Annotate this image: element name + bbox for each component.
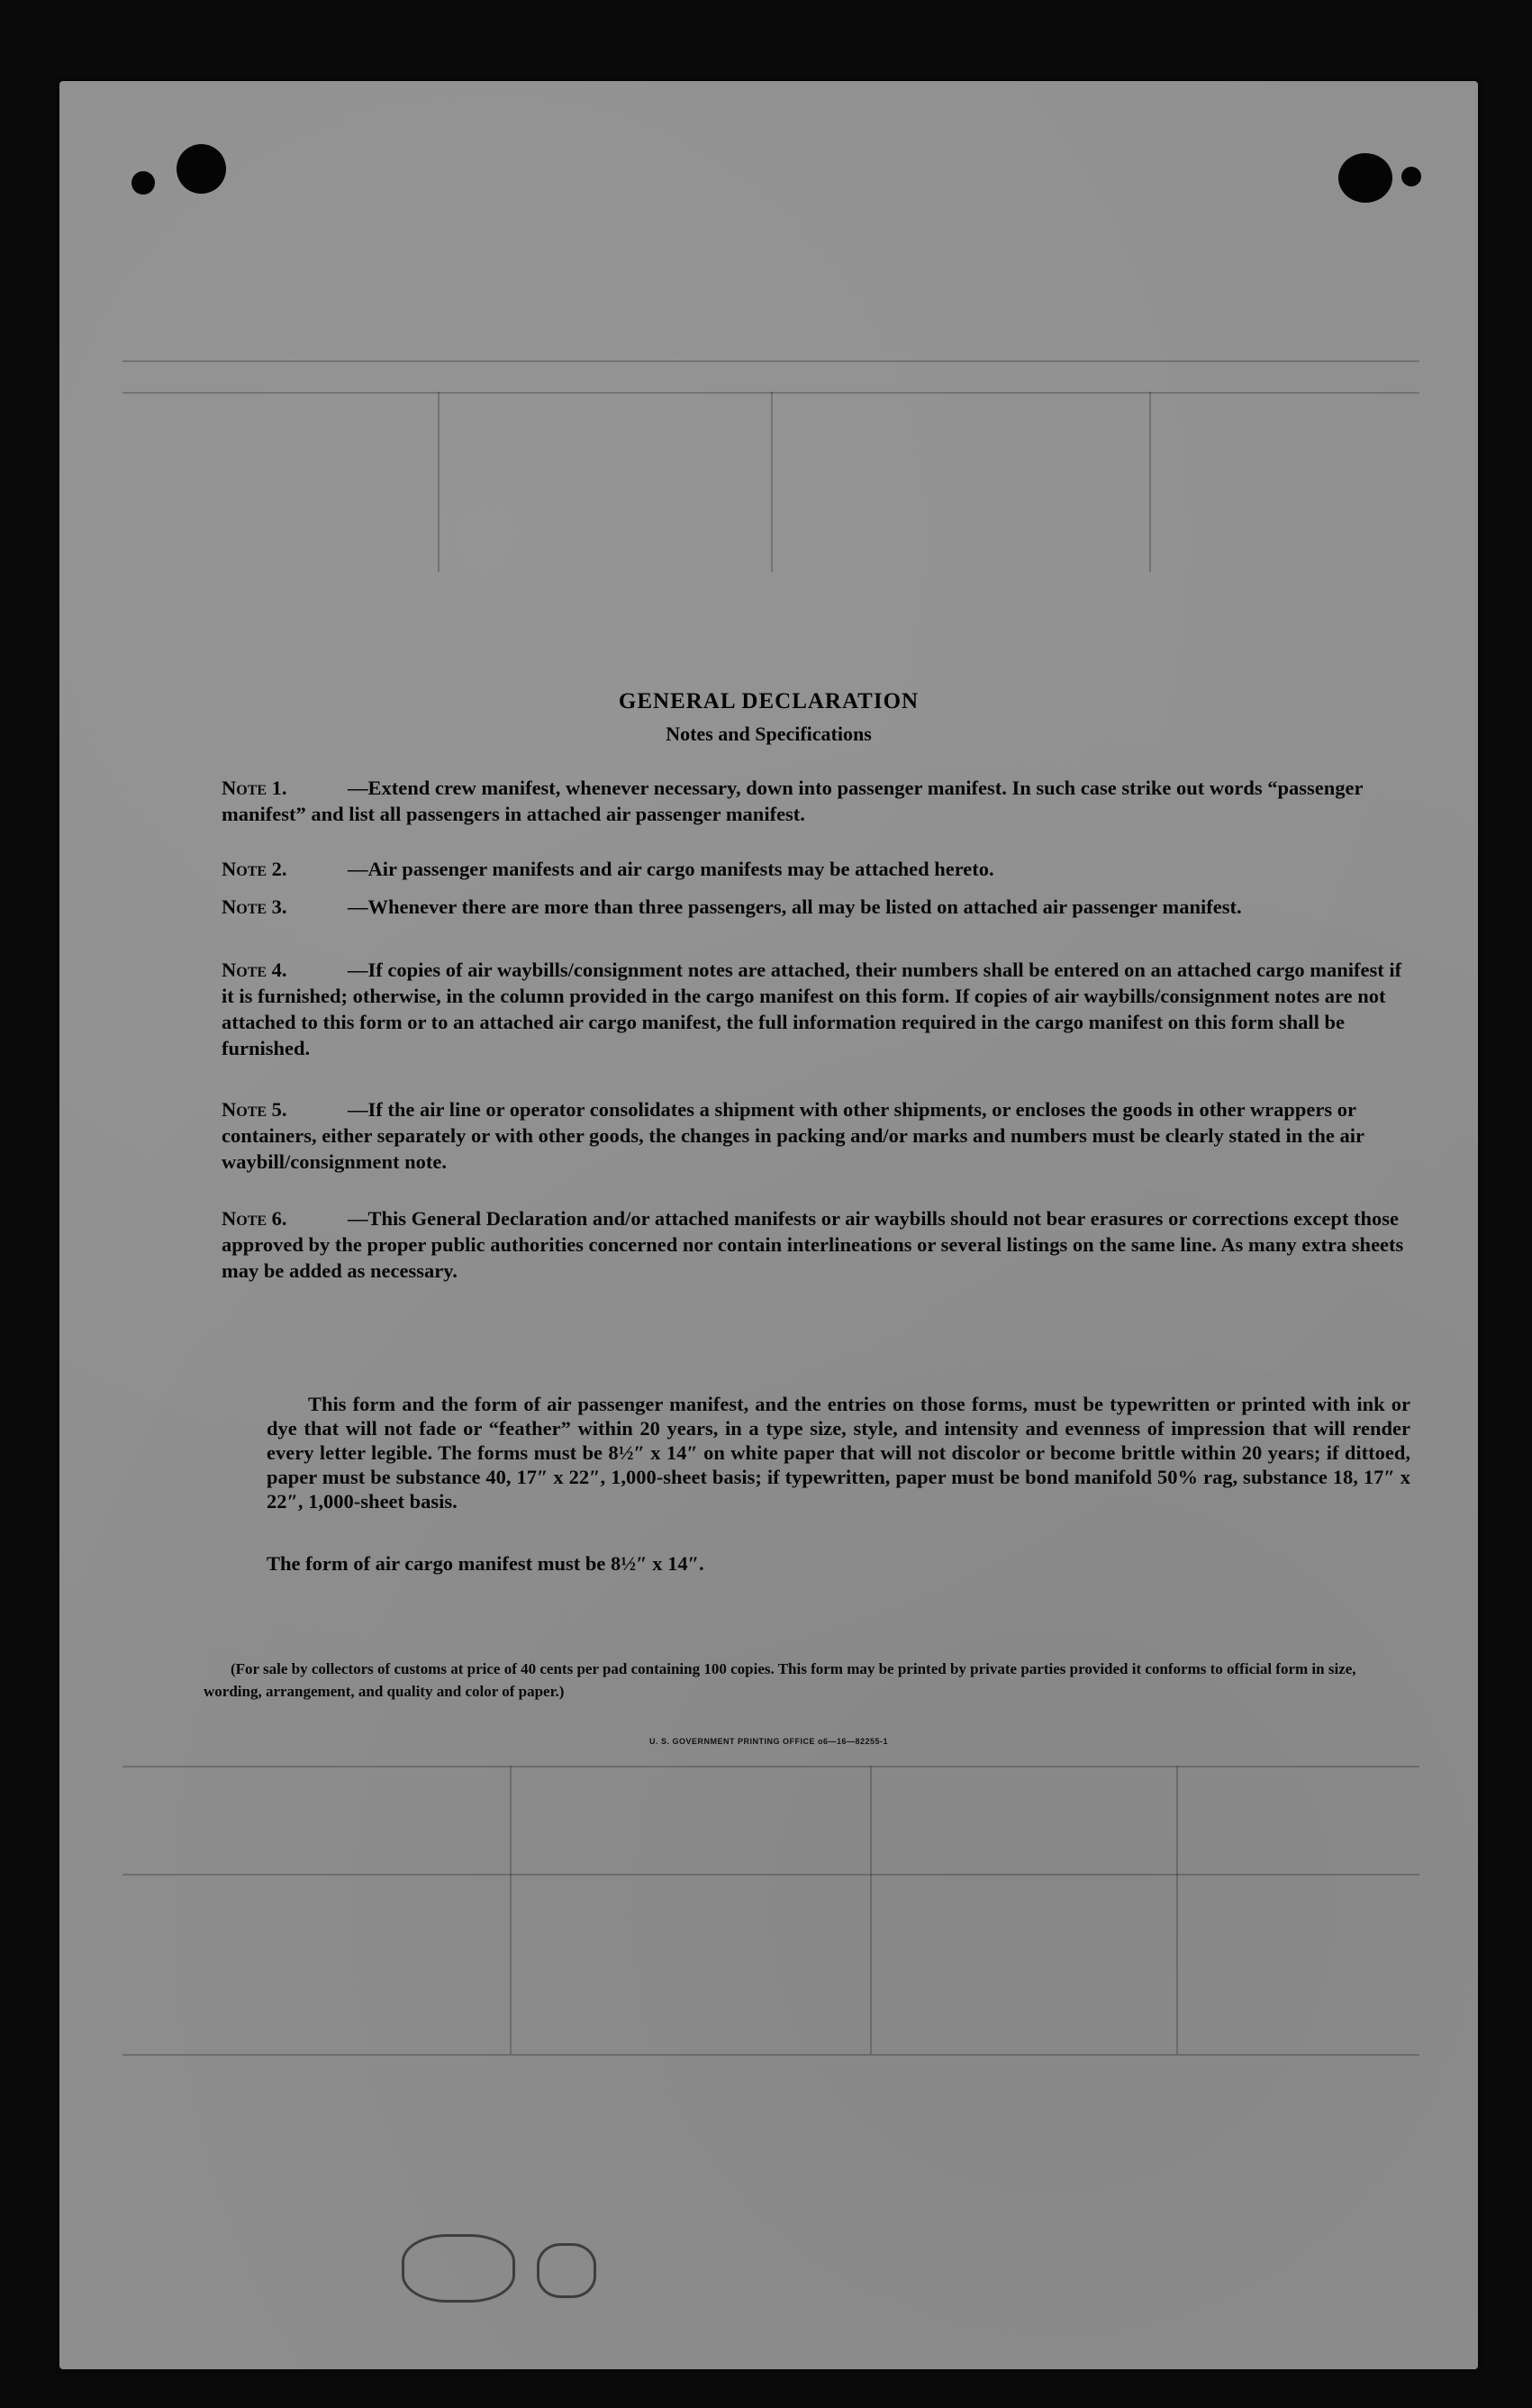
note-text: —Air passenger manifests and air cargo manifests may be attached hereto. xyxy=(348,858,994,880)
note-text: —If copies of air waybills/consignment notes are attached, their numbers shall be entered on an attached cargo manifest if it is furnished; otherwise, in the column provided in the cargo manifest on this form. If copies of air waybills/consignment notes are not attached to this form or to an attached air cargo manifest, the full information required in the cargo manifest on this form shall be furnished. xyxy=(222,959,1402,1059)
note-4 xyxy=(222,957,1410,1061)
note-text: —Whenever there are more than three passengers, all may be listed on attached air passenger manifest. xyxy=(348,895,1242,918)
note-1 xyxy=(222,775,1410,827)
note-label: Note 2. xyxy=(222,858,287,880)
punch-hole-right-small xyxy=(1401,167,1421,186)
handwritten-mark xyxy=(402,2234,515,2303)
declaration-subtitle: Notes and Specifications xyxy=(666,722,872,745)
note-2 xyxy=(222,856,1410,882)
note-text: —This General Declaration and/or attached manifests or air waybills should not bear erasures or corrections except those approved by the proper public authorities concerned nor contain interlineations or several listings on the same line. As many extra sheets may be added as necessary. xyxy=(222,1207,1404,1282)
form-specification-paragraph: This form and the form of air passenger manifest, and the entries on those forms, must be typewritten or printed with ink or dye that will not fade or “feather” within 20 years, in a type size, style, and intensity and evenness of impression that will render every letter legible. The forms must be 8½″ x 14″ on white paper that will not discolor or become brittle within 20 years; if dittoed, paper must be substance 40, 17″ x 22″, 1,000-sheet basis; if typewritten, paper must be bond manifold 50% rag, substance 18, 17″ x 22″, 1,000-sheet basis. xyxy=(267,1393,1410,1513)
bleed-through-rule xyxy=(122,1874,1419,1876)
note-5 xyxy=(222,1096,1410,1175)
note-label: Note 6. xyxy=(222,1207,287,1230)
document-page xyxy=(59,81,1478,2369)
bleed-through-rule xyxy=(122,360,1419,362)
note-text: —Extend crew manifest, whenever necessary, down into passenger manifest. In such case strike out words “passenger manifest” and list all passengers in attached air passenger manifest. xyxy=(222,777,1364,825)
note-label: Note 3. xyxy=(222,895,287,918)
punch-hole-left-small xyxy=(131,171,155,195)
printer-imprint: U. S. GOVERNMENT PRINTING OFFICE o6—16—82255-1 xyxy=(648,1737,889,1746)
note-label: Note 4. xyxy=(222,959,287,981)
bleed-through-rule xyxy=(1149,392,1151,572)
bleed-through-rule xyxy=(122,2054,1419,2056)
note-text: —If the air line or operator consolidates a shipment with other shipments, or encloses the goods in other wrappers or containers, either separately or with other goods, the changes in packing and/or marks and numbers must be clearly stated in the air waybill/consignment note. xyxy=(222,1098,1364,1173)
bleed-through-rule xyxy=(1176,1766,1178,2054)
bleed-through-rule xyxy=(438,392,440,572)
bleed-through-rule xyxy=(510,1766,512,2054)
declaration-title: GENERAL DECLARATION xyxy=(618,689,920,713)
bleed-through-rule xyxy=(771,392,773,572)
handwritten-mark xyxy=(537,2243,596,2298)
note-label: Note 1. xyxy=(222,777,287,799)
punch-hole-right xyxy=(1338,153,1392,203)
note-6 xyxy=(222,1205,1410,1284)
cargo-form-size-line: The form of air cargo manifest must be 8½″ x 14″. xyxy=(267,1552,704,1575)
sale-note: (For sale by collectors of customs at price of 40 cents per pad containing 100 copies. This form may be printed by private parties provided it conforms to official form in size, wording, arrangement, and quality and color of paper.) xyxy=(204,1660,1356,1700)
note-3 xyxy=(222,894,1410,920)
note-label: Note 5. xyxy=(222,1098,287,1121)
bleed-through-rule xyxy=(870,1766,872,2054)
punch-hole-left xyxy=(177,144,226,194)
bleed-through-rule xyxy=(122,1766,1419,1767)
